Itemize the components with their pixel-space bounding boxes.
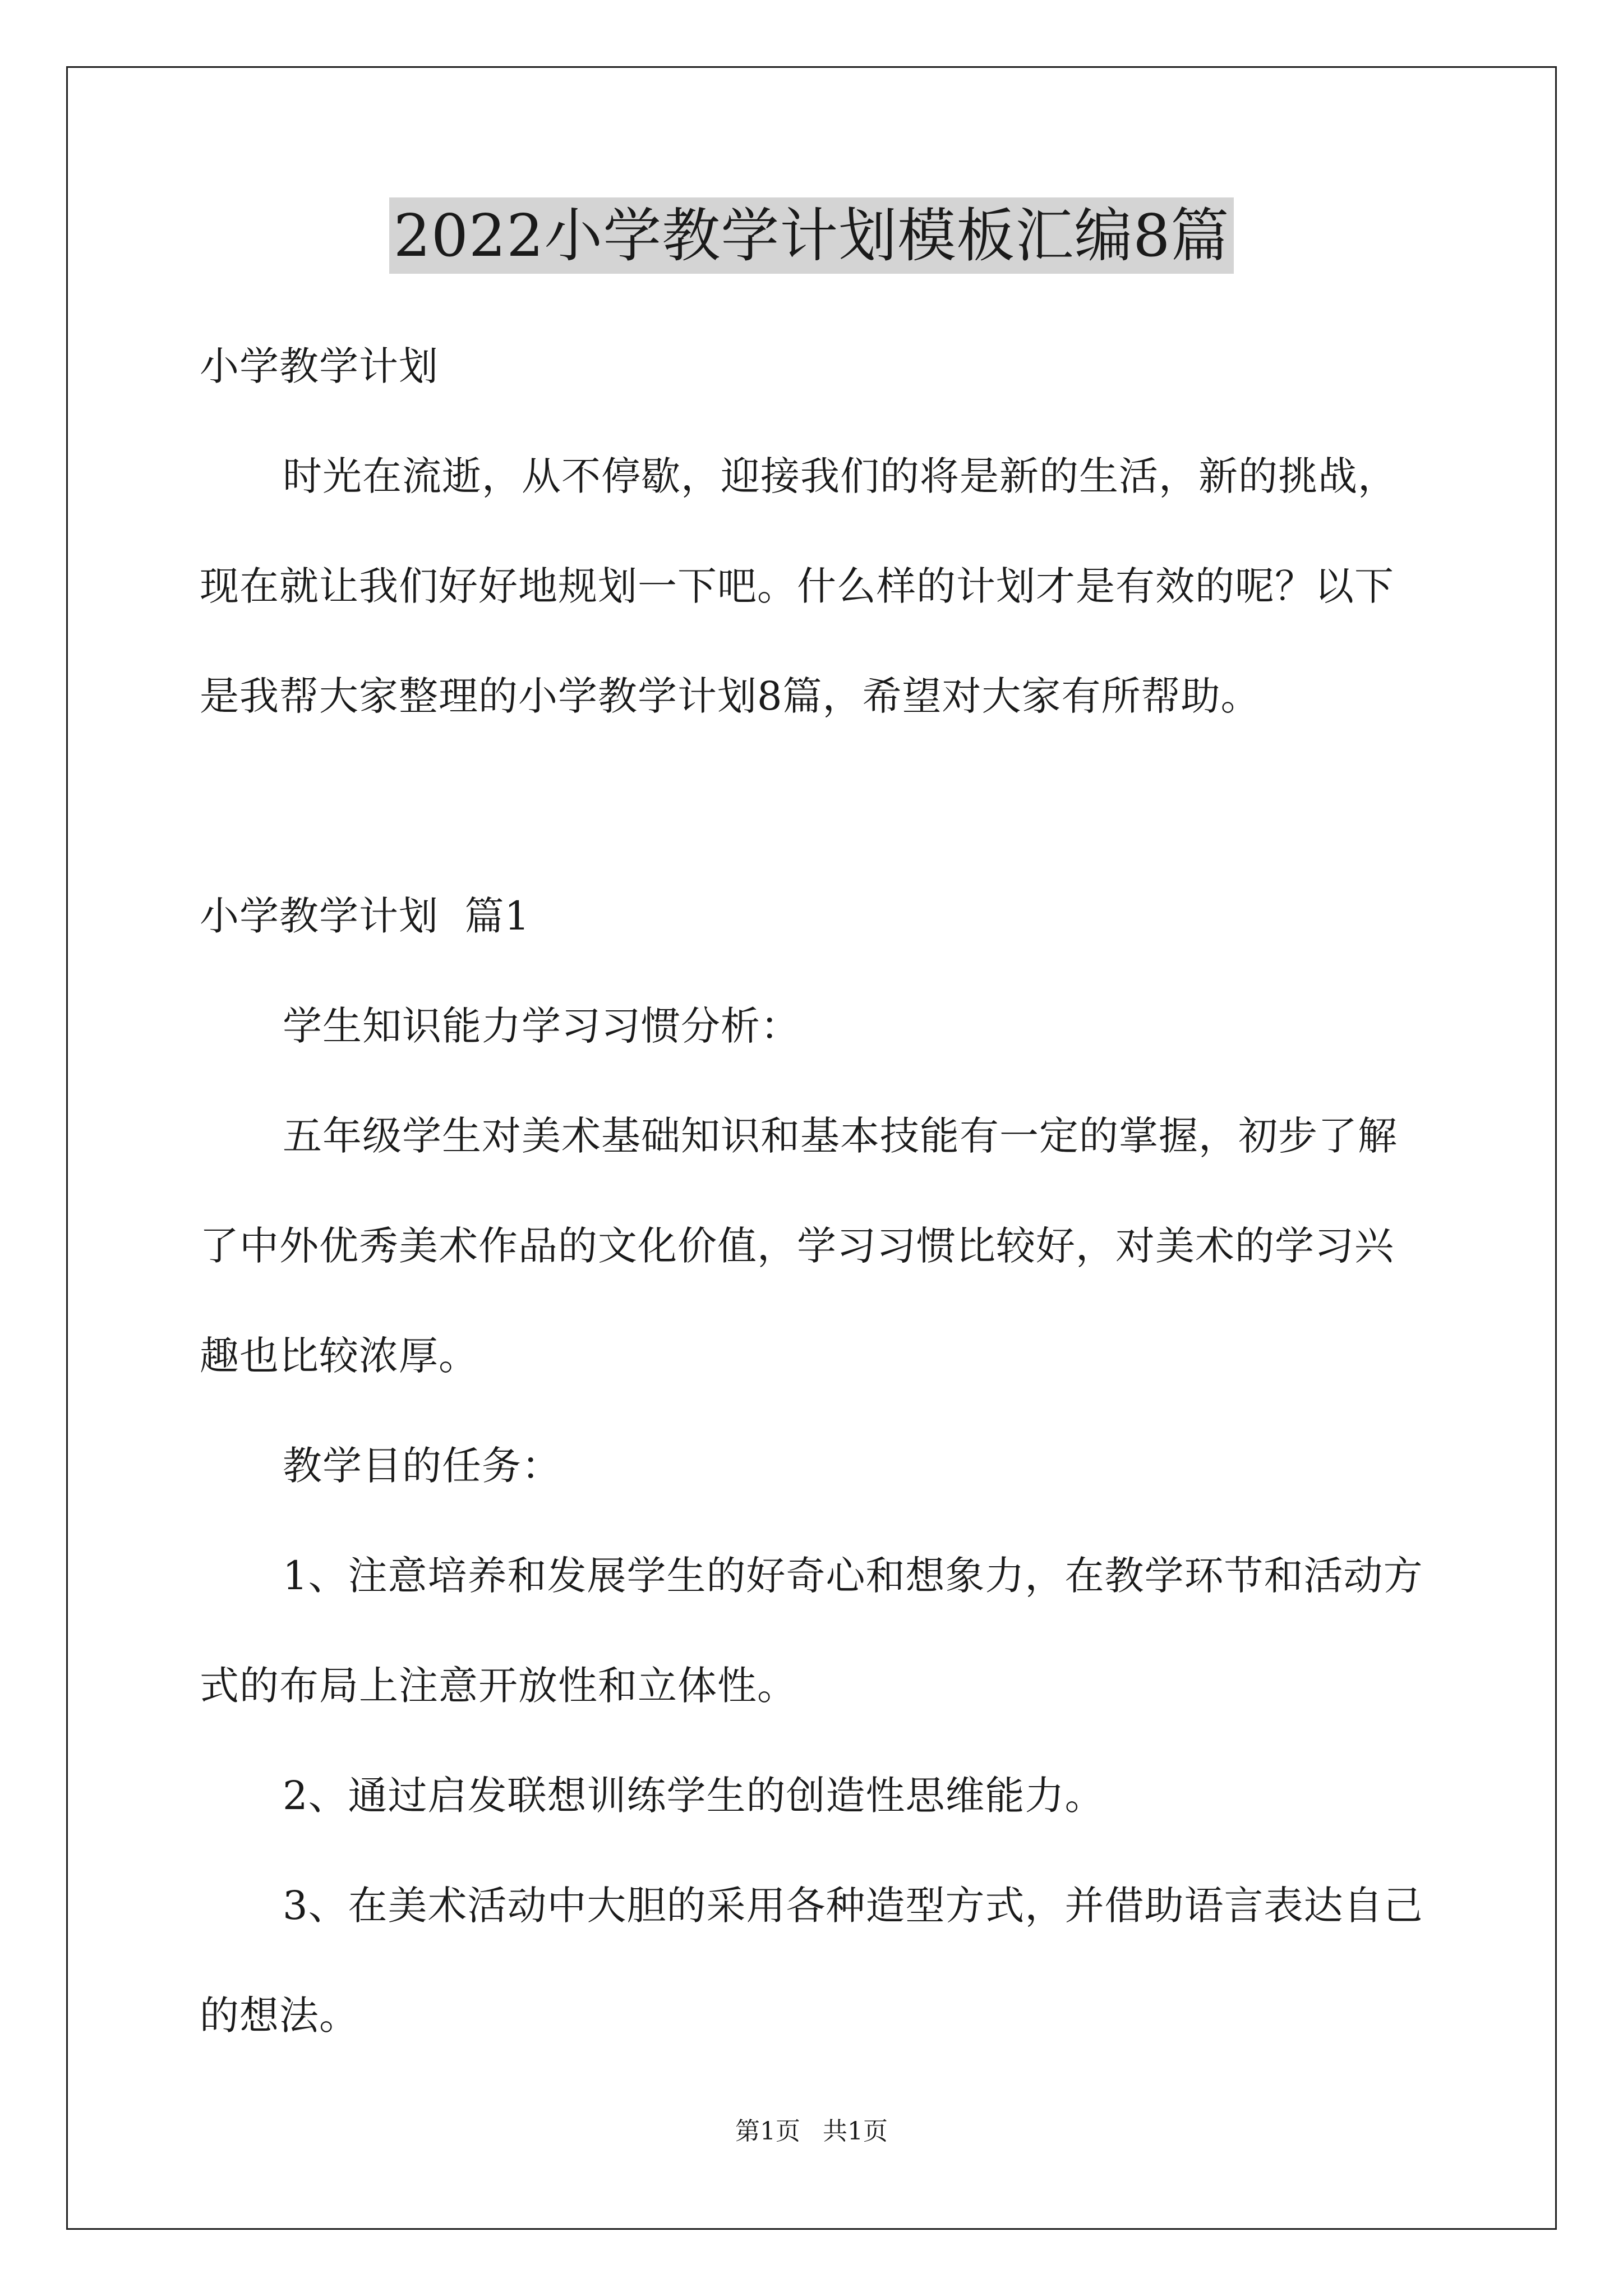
page-total: 共1页 xyxy=(823,2117,888,2146)
paragraph-line: 学生知识能力学习习惯分析： xyxy=(283,1003,800,1049)
paragraph-line: 五年级学生对美术基础知识和基本技能有一定的掌握，初步了解 xyxy=(283,1113,1398,1159)
paragraph-line: 3、在美术活动中大胆的采用各种造型方式，并借助语言表达自己 xyxy=(283,1883,1423,1929)
title-container xyxy=(0,197,1623,274)
paragraph-line: 小学教学计划 xyxy=(200,343,439,389)
blank-line xyxy=(200,751,1428,861)
page-number: 第1页 xyxy=(735,2117,800,2146)
paragraph-line: 1、注意培养和发展学生的好奇心和想象力，在教学环节和活动方 xyxy=(283,1553,1423,1599)
paragraph-line: 了中外优秀美术作品的文化价值，学习习惯比较好，对美术的学习兴 xyxy=(200,1223,1394,1269)
paragraph-line: 是我帮大家整理的小学教学计划8篇，希望对大家有所帮助。 xyxy=(200,673,1261,719)
paragraph-line: 趣也比较浓厚。 xyxy=(200,1333,478,1379)
paragraph-line: 教学目的任务： xyxy=(283,1443,561,1489)
document-title: 2022小学教学计划模板汇编8篇 xyxy=(389,197,1234,274)
document-body xyxy=(200,311,1428,2070)
paragraph-line: 式的布局上注意开放性和立体性。 xyxy=(200,1663,797,1709)
paragraph-line: 的想法。 xyxy=(200,1993,359,2039)
section-heading: 小学教学计划 篇1 xyxy=(200,893,531,939)
paragraph-line: 现在就让我们好好地规划一下吧。什么样的计划才是有效的呢？以下 xyxy=(200,563,1394,609)
page-footer xyxy=(0,2115,1623,2148)
paragraph-line: 2、通过启发联想训练学生的创造性思维能力。 xyxy=(283,1773,1105,1819)
paragraph-line: 时光在流逝，从不停歇，迎接我们的将是新的生活，新的挑战， xyxy=(283,453,1398,499)
